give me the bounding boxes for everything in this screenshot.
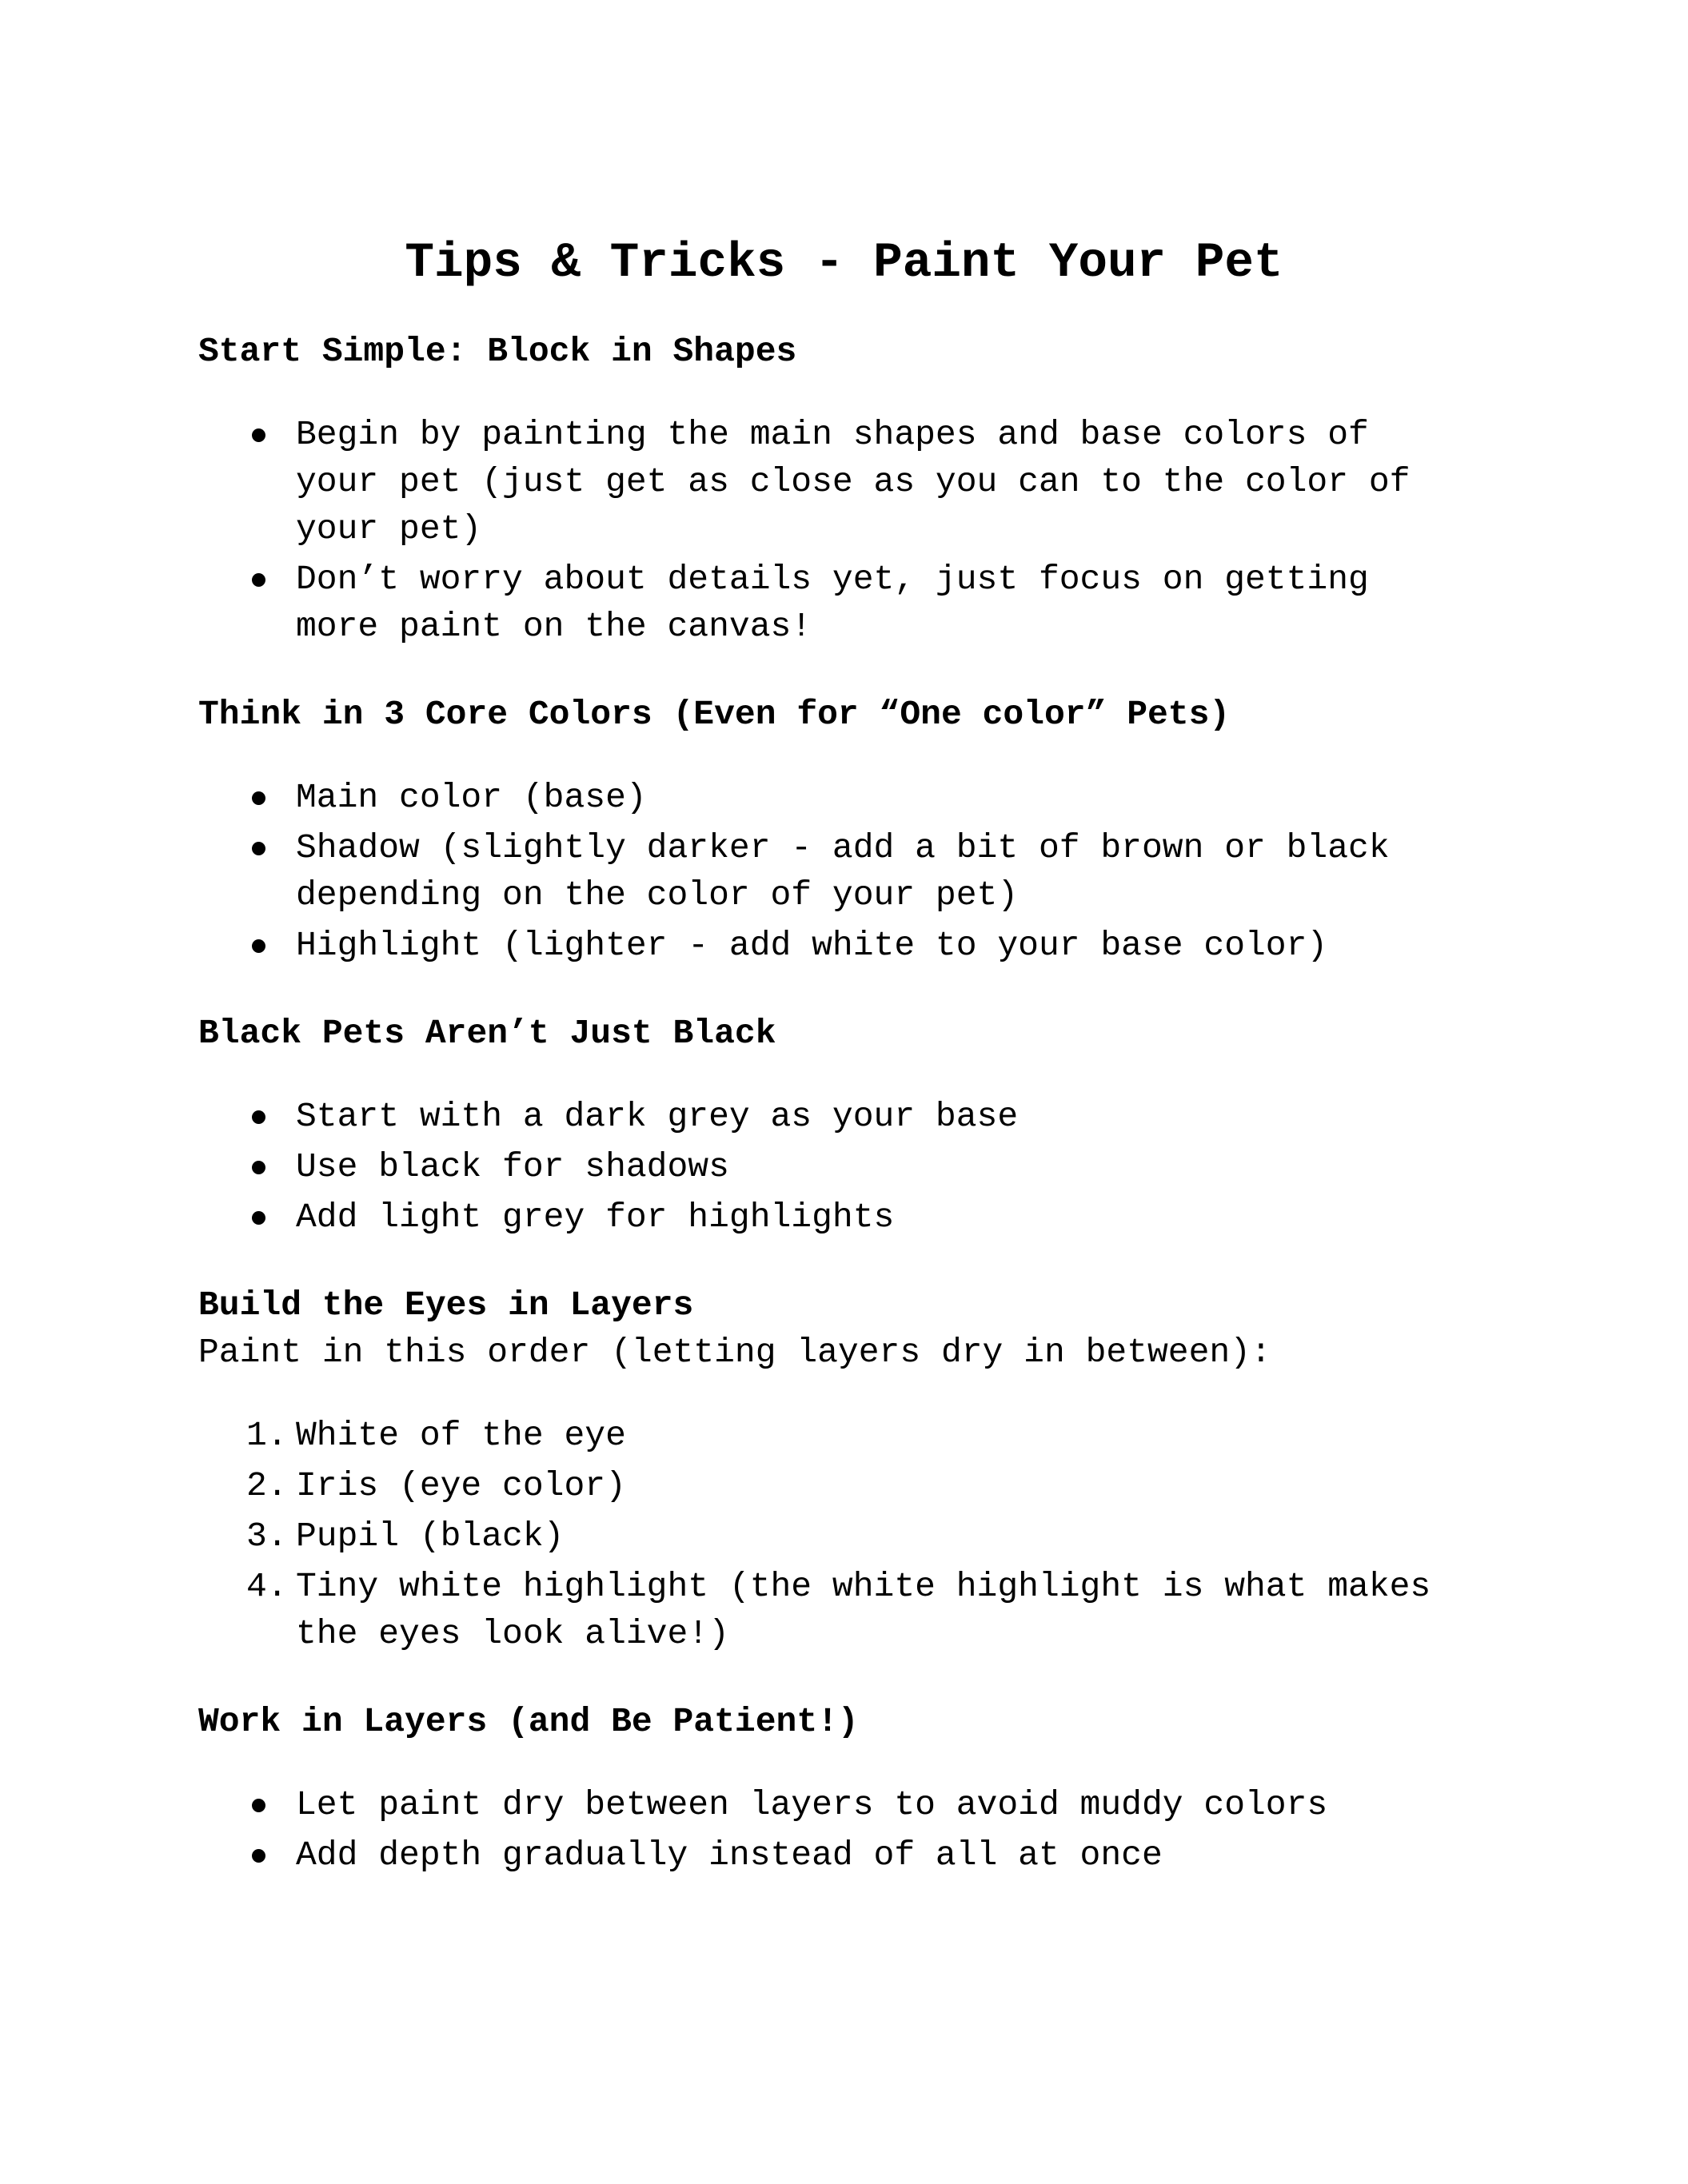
bullet-icon <box>252 573 265 587</box>
list-item: 2. Iris (eye color) <box>198 1462 1558 1509</box>
list-number: 1. <box>246 1416 288 1455</box>
list-item: Start with a dark grey as your base <box>198 1093 1558 1140</box>
bullet-icon <box>252 1799 265 1812</box>
section-heading-core-colors: Think in 3 Core Colors (Even for “One color” Pets) <box>198 695 1231 734</box>
section-intro-text: Paint in this order (letting layers dry in between): <box>198 1333 1271 1372</box>
section-heading-black-pets: Black Pets Aren’t Just Black <box>198 1014 776 1053</box>
section-heading-work-in-layers: Work in Layers (and Be Patient!) <box>198 1702 859 1741</box>
bullet-list-block-in-shapes <box>198 411 1558 650</box>
list-item: Let paint dry between layers to avoid muddy colors <box>198 1781 1558 1828</box>
list-item: 4. Tiny white highlight (the white highlight is what makes the eyes look alive!) <box>198 1563 1558 1657</box>
list-item: Shadow (slightly darker - add a bit of brown or black depending on the color of your pet) <box>198 824 1558 919</box>
bullet-icon <box>252 842 265 855</box>
section-heading-block-in-shapes: Start Simple: Block in Shapes <box>198 332 797 371</box>
bullet-icon <box>252 1110 265 1124</box>
bullet-icon <box>252 791 265 805</box>
list-item: Highlight (lighter - add white to your base color) <box>198 922 1558 969</box>
list-number: 4. <box>246 1567 288 1606</box>
list-item: Begin by painting the main shapes and base colors of your pet (just get as close as you can to the color of your pet) <box>198 411 1558 552</box>
list-item: Use black for shadows <box>198 1143 1558 1190</box>
bullet-list-core-colors <box>198 774 1558 969</box>
list-number: 2. <box>246 1466 288 1505</box>
bullet-icon <box>252 1161 265 1174</box>
bullet-icon <box>252 428 265 442</box>
bullet-icon <box>252 939 265 953</box>
bullet-icon <box>252 1211 265 1225</box>
section-heading-eyes-in-layers: Build the Eyes in Layers <box>198 1285 694 1325</box>
page-title: Tips & Tricks - Paint Your Pet <box>405 236 1283 291</box>
document-body <box>198 328 1558 1882</box>
list-item: Add light grey for highlights <box>198 1194 1558 1241</box>
list-number: 3. <box>246 1516 288 1556</box>
list-item: Don’t worry about details yet, just focus on getting more paint on the canvas! <box>198 556 1558 650</box>
list-item: 1. White of the eye <box>198 1412 1558 1459</box>
bullet-icon <box>252 1849 265 1863</box>
list-item: Add depth gradually instead of all at once <box>198 1831 1558 1879</box>
numbered-list-eye-steps <box>198 1412 1558 1657</box>
bullet-list-work-in-layers <box>198 1781 1558 1879</box>
bullet-list-black-pets <box>198 1093 1558 1241</box>
list-item: 3. Pupil (black) <box>198 1512 1558 1560</box>
list-item: Main color (base) <box>198 774 1558 821</box>
